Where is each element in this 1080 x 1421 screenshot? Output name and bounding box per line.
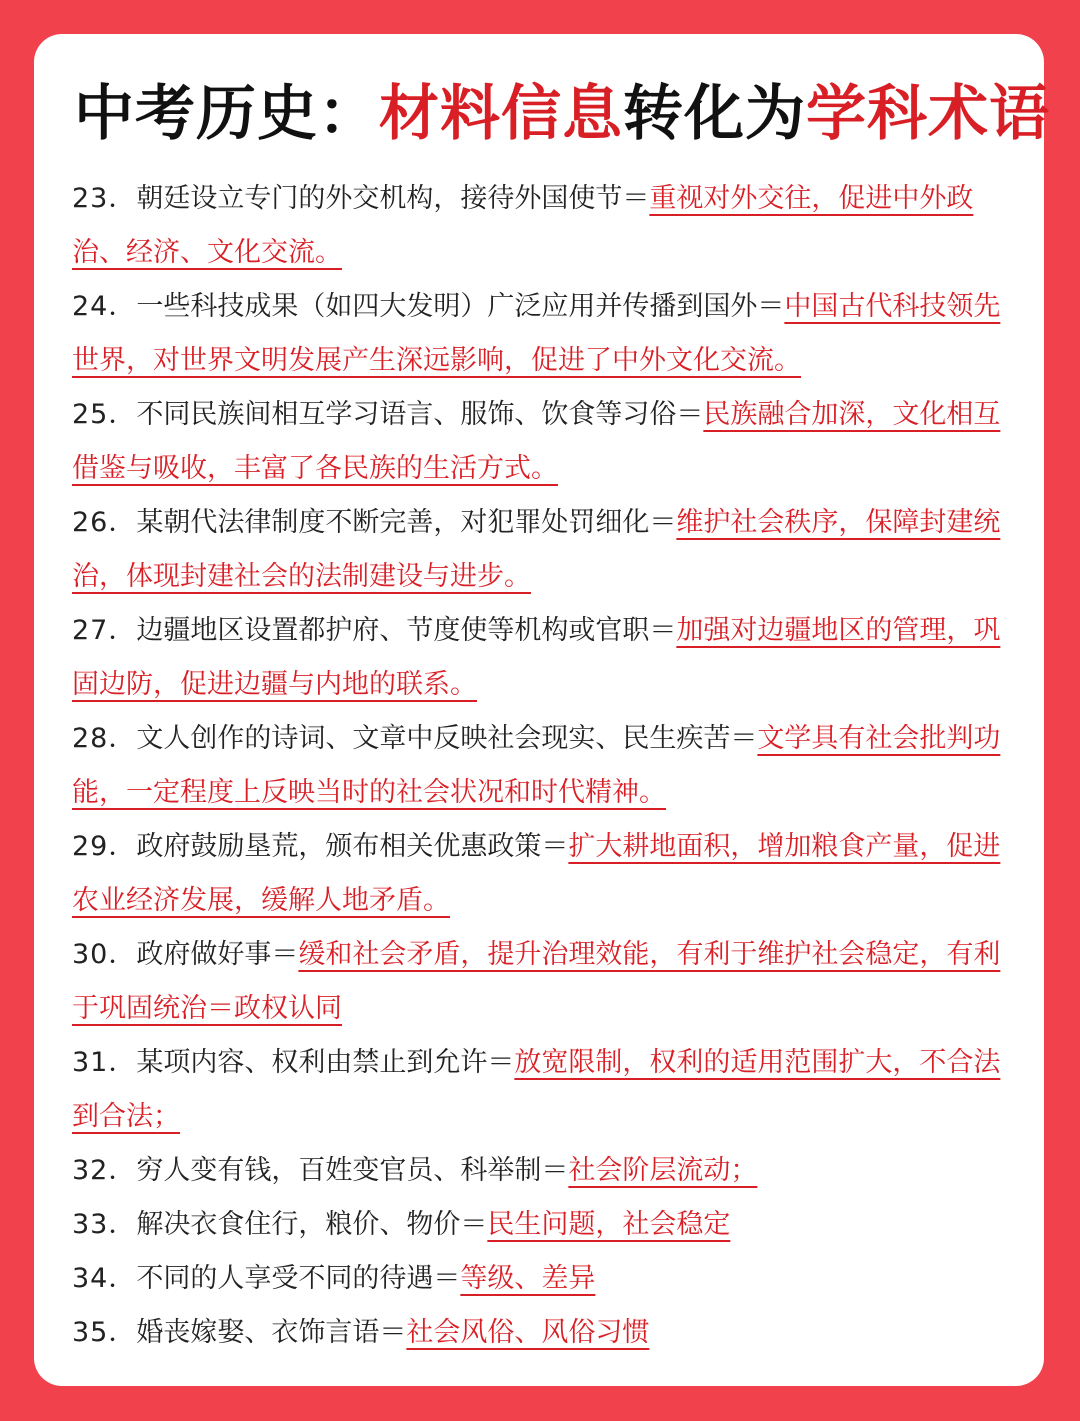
item-number: 30． — [72, 939, 137, 970]
item-number: 28． — [72, 723, 137, 754]
item-number: 26． — [72, 507, 137, 538]
item-number: 27． — [72, 615, 137, 646]
title-highlight-2: 学科术语 — [806, 79, 1050, 149]
item-number: 35． — [72, 1317, 137, 1348]
item-question: 解决衣食住行，粮价、物价＝ — [136, 1209, 488, 1240]
item-question: 朝廷设立专门的外交机构，接待外国使节＝ — [136, 183, 650, 214]
item-question: 某项内容、权利由禁止到允许＝ — [136, 1047, 515, 1078]
item-answer: 维护社会秩序，保障封建统治，体现封建社会的法制建设与进步。 — [72, 507, 1001, 592]
content-card — [34, 34, 1050, 1386]
item-answer: 加强对边疆地区的管理，巩固边防，促进边疆与内地的联系。 — [72, 615, 1001, 700]
item-number: 34． — [72, 1263, 137, 1294]
title-prefix: 中考历史： — [74, 79, 379, 149]
list-item-34 — [72, 1252, 1012, 1306]
item-answer: 中国古代科技领先世界，对世界文明发展产生深远影响，促进了中外文化交流。 — [72, 291, 1001, 376]
list-item-24 — [72, 280, 1012, 388]
list-item-30 — [72, 928, 1012, 1036]
item-answer: 缓和社会矛盾，提升治理效能，有利于维护社会稳定，有利于巩固统治＝政权认同 — [72, 939, 1001, 1024]
list-item-23 — [72, 172, 1012, 280]
item-question: 政府做好事＝ — [136, 939, 299, 970]
item-number: 31． — [72, 1047, 137, 1078]
item-answer: 扩大耕地面积，增加粮食产量，促进农业经济发展，缓解人地矛盾。 — [72, 831, 1001, 916]
item-answer: 放宽限制，权利的适用范围扩大，不合法到合法； — [72, 1047, 1001, 1132]
item-question: 不同的人享受不同的待遇＝ — [136, 1263, 461, 1294]
item-answer: 社会阶层流动； — [568, 1155, 758, 1186]
item-number: 33． — [72, 1209, 137, 1240]
item-question: 某朝代法律制度不断完善，对犯罪处罚细化＝ — [136, 507, 677, 538]
item-question: 一些科技成果（如四大发明）广泛应用并传播到国外＝ — [136, 291, 785, 322]
item-answer: 社会风俗、风俗习惯 — [406, 1317, 650, 1348]
list-item-31 — [72, 1036, 1012, 1144]
item-question: 穷人变有钱，百姓变官员、科举制＝ — [136, 1155, 569, 1186]
list-item-33 — [72, 1198, 1012, 1252]
list-item-27 — [72, 604, 1012, 712]
title-highlight-1: 材料信息 — [379, 79, 623, 149]
item-answer: 文学具有社会批判功能，一定程度上反映当时的社会状况和时代精神。 — [72, 723, 1001, 808]
list-item-32 — [72, 1144, 1012, 1198]
list-item-29 — [72, 820, 1012, 928]
item-answer: 民生问题，社会稳定 — [487, 1209, 731, 1240]
item-number: 24． — [72, 291, 137, 322]
item-question: 文人创作的诗词、文章中反映社会现实、民生疾苦＝ — [136, 723, 758, 754]
item-number: 32． — [72, 1155, 137, 1186]
item-answer: 重视对外交往，促进中外政治、经济、文化交流。 — [72, 183, 974, 268]
item-answer: 等级、差异 — [460, 1263, 596, 1294]
item-number: 23． — [72, 183, 137, 214]
item-question: 婚丧嫁娶、衣饰言语＝ — [136, 1317, 407, 1348]
item-answer: 民族融合加深，文化相互借鉴与吸收，丰富了各民族的生活方式。 — [72, 399, 1001, 484]
title-middle: 转化为 — [623, 79, 806, 149]
term-list — [72, 172, 1012, 1360]
item-number: 25． — [72, 399, 137, 430]
list-item-25 — [72, 388, 1012, 496]
list-item-35 — [72, 1306, 1012, 1360]
item-question: 边疆地区设置都护府、节度使等机构或官职＝ — [136, 615, 677, 646]
item-question: 不同民族间相互学习语言、服饰、饮食等习俗＝ — [136, 399, 704, 430]
page-title — [74, 74, 1050, 154]
item-number: 29． — [72, 831, 137, 862]
list-item-28 — [72, 712, 1012, 820]
item-question: 政府鼓励垦荒，颁布相关优惠政策＝ — [136, 831, 569, 862]
list-item-26 — [72, 496, 1012, 604]
